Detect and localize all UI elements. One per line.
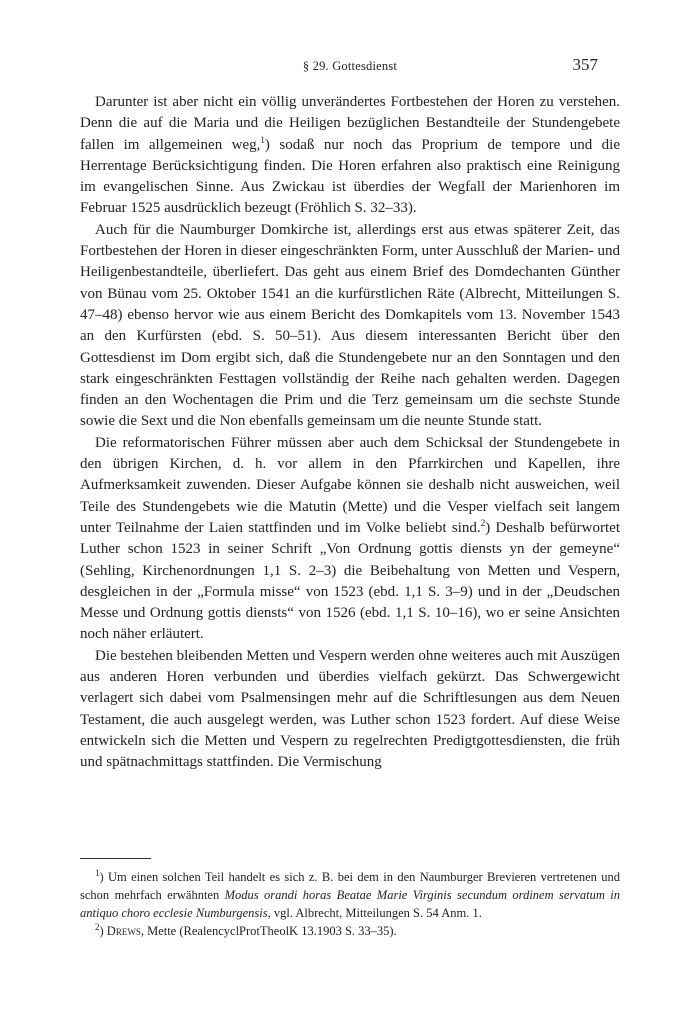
text-run: ) bbox=[99, 924, 107, 938]
text-run: Die bestehen bleibenden Metten und Vespern werden ohne weiteres auch mit Auszügen aus anderen Horen verbunden und überdies vielfach gekürzt. Das Schwergewicht verlagert sich dabei vom Psalmensingen mehr auf die Schriftlesungen aus dem Neuen Testament, die auch ausgelegt werden, was Luther schon 1523 fordert. Auf diese Weise entwickeln sich die Metten und Vespern zu regelrechten Predigtgottesdiensten, die früh und spätnachmittags stattfinden. Die Vermischung bbox=[80, 647, 620, 771]
footnote-marker: 2 bbox=[95, 921, 100, 932]
text-run: Darunter ist aber nicht ein völlig unverändertes Fortbestehen der Horen zu verstehen. Denn die auf die Maria und die Heiligen bezüglichen Bestandteile der Stundengebete fallen im allgemeinen weg, bbox=[80, 94, 620, 153]
paragraph bbox=[80, 92, 620, 220]
footnote bbox=[80, 868, 620, 922]
text-run: Auch für die Naumburger Domkirche ist, allerdings erst aus etwas späterer Zeit, das Fortbestehen der Horen in dieser eingeschränkten Form, unter Ausschluß der Marien- und Heiligenbestandteile, überliefert. Das geht aus einem Brief des Domdechanten Günther von Bünau vom 25. Oktober 1541 an die kurfürstlichen Räte (Albrecht, Mitteilungen S. 47–48) ebenso hervor wie aus einem Bericht des Domkapitels vom 13. November 1543 an den Kurfürsten (ebd. S. 50–51). Aus diesem interessanten Bericht über den Gottesdienst im Dom ergibt sich, daß die Stundengebete nur an den Sonntagen und den stark eingeschränkten Festtagen vollständig der Reihe nach gehalten werden. Dagegen finden an den Wochentagen die Prim und die Terz gemeinsam um die sechste Stunde sowie die Sext und die Non ebenfalls gemeinsam um die neunte Stunde statt. bbox=[80, 221, 620, 430]
text-run: ) Um einen solchen Teil handelt es sich z. B. bei dem in den Naumburger Brevieren vertretenen und schon mehrfach erwähnten bbox=[80, 870, 620, 902]
paragraph bbox=[80, 433, 620, 646]
text-run: ) sodaß nur noch das Proprium de tempore und die Herrentage Berücksichtigung finden. Die Horen erfahren also praktisch eine Reinigung im evangelischen Sinne. Aus Zwickau ist überdies der Wegfall der Marienhoren im Februar 1525 ausdrücklich bezeugt (Fröhlich S. 32–33). bbox=[80, 136, 620, 217]
italic-title: Modus orandi horas Beatae Marie Virginis secundum ordinem servatum in antiquo choro ecclesie Numburgensis bbox=[80, 888, 620, 920]
author-name: Drews bbox=[106, 924, 141, 938]
page-number: 357 bbox=[572, 55, 598, 74]
footnote-marker: 1 bbox=[260, 134, 265, 145]
paragraph bbox=[80, 220, 620, 433]
running-title: § 29. Gottesdienst bbox=[302, 59, 398, 73]
page-header bbox=[80, 54, 620, 78]
text-run: , vgl. Albrecht, Mitteilungen S. 54 Anm. 1. bbox=[267, 906, 482, 920]
text-run: Die reformatorischen Führer müssen aber auch dem Schicksal der Stundengebete in den übrigen Kirchen, d. h. vor allem in den Pfarrkirchen und Kapellen, ihre Aufmerksamkeit zuwenden. Dieser Aufgabe können sie deshalb nicht ausweichen, weil Teile des Stundengebets wie die Matutin (Mette) und die Vesper vielfach seit langem unter Teilnahme der Laien stattfinden und im Volke beliebt sind. bbox=[80, 434, 620, 536]
paragraph bbox=[80, 646, 620, 774]
footnotes bbox=[80, 868, 620, 940]
main-text bbox=[80, 92, 620, 774]
footnote-marker: 2 bbox=[480, 517, 486, 528]
footnote bbox=[80, 922, 620, 940]
text-run: , Mette (RealencyclProtTheolK 13.1903 S. 33–35). bbox=[140, 924, 397, 938]
footnote-marker: 1 bbox=[95, 867, 100, 878]
text-run: ) Deshalb befürwortet Luther schon 1523 in seiner Schrift „Von Ordnung gottis diensts yn der gemeyne“ (Sehling, Kirchenordnungen 1,1 S. 2–3) die Beibehaltung von Metten und Vespern, desgleichen in der „Formula misse“ von 1523 (ebd. 1,1 S. 3–9) und in der „Deudschen Messe und Ordnung gottis diensts“ von 1526 (ebd. 1,1 S. 10–16), wo er seine Ansichten noch näher erläutert. bbox=[80, 519, 620, 643]
footnote-divider bbox=[80, 858, 151, 859]
